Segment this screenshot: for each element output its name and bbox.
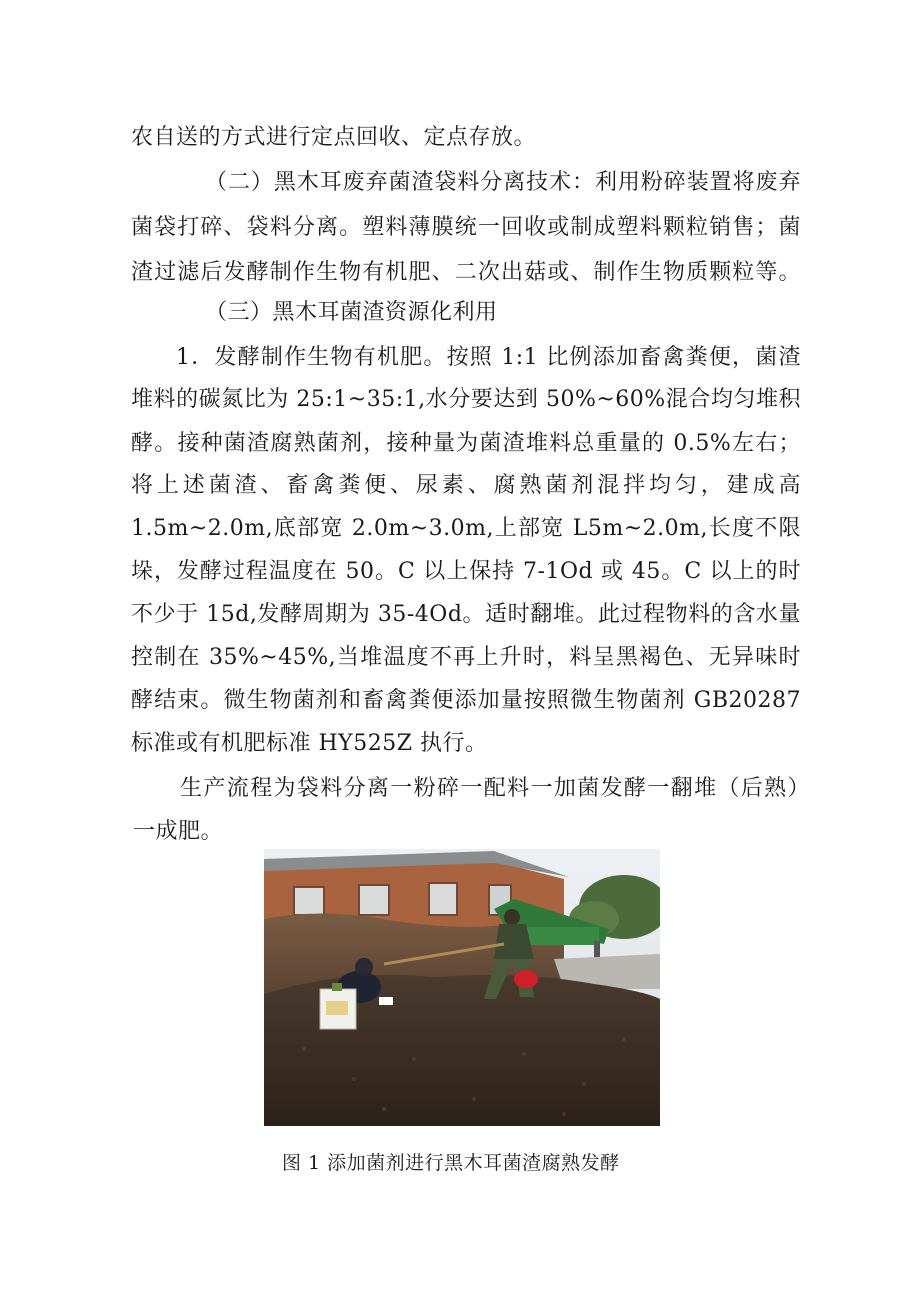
paragraph-line: 控制在 35%~45%,当堆温度不再上升时，料呈黑褐色、无异味时: [131, 645, 801, 670]
paragraph-line: 渣过滤后发酵制作生物有机肥、二次出菇或、制作生物质颗粒等。: [131, 260, 801, 285]
section-heading-3: （三）黑木耳菌渣资源化利用: [205, 300, 498, 325]
paragraph-line: 将上述菌渣、畜禽粪便、尿素、腐熟菌剂混拌均匀，建成高: [131, 473, 801, 498]
fermentation-photo: [264, 849, 660, 1126]
paragraph-line: 生产流程为袋料分离一粉碎一配料一加菌发酵一翻堆（后熟）: [180, 776, 810, 801]
paragraph-line: 标准或有机肥标准 HY525Z 执行。: [131, 731, 488, 756]
paragraph-line: 农自送的方式进行定点回收、定点存放。: [131, 125, 537, 150]
paragraph-line: 酵。接种菌渣腐熟菌剂，接种量为菌渣堆料总重量的 0.5%左右；: [131, 431, 801, 456]
paragraph-line: 酵结束。微生物菌剂和畜禽粪便添加量按照微生物菌剂 GB20287: [131, 688, 801, 713]
figure-caption: 图 1 添加菌剂进行黑木耳菌渣腐熟发酵: [282, 1152, 620, 1174]
paragraph-line: 菌袋打碎、袋料分离。塑料薄膜统一回收或制成塑料颗粒销售；菌: [131, 215, 801, 240]
paragraph-line: 1.5m~2.0m,底部宽 2.0m~3.0m,上部宽 L5m~2.0m,长度不限: [131, 516, 801, 541]
paragraph-line: 不少于 15d,发酵周期为 35-4Od。适时翻堆。此过程物料的含水量: [131, 602, 801, 627]
paragraph-line: 堆料的碳氮比为 25:1~35:1,水分要达到 50%~60%混合均匀堆积: [131, 387, 801, 412]
section-heading-2: （二）黑木耳废弃菌渣袋料分离技术：利用粉碎装置将废弃: [205, 170, 801, 195]
paragraph-line: 垛，发酵过程温度在 50。C 以上保持 7-1Od 或 45。C 以上的时: [131, 559, 801, 584]
paragraph-line: 一成肥。: [133, 819, 224, 844]
paragraph-line: 1．发酵制作生物有机肥。按照 1:1 比例添加畜禽粪便，菌渣: [176, 345, 801, 370]
